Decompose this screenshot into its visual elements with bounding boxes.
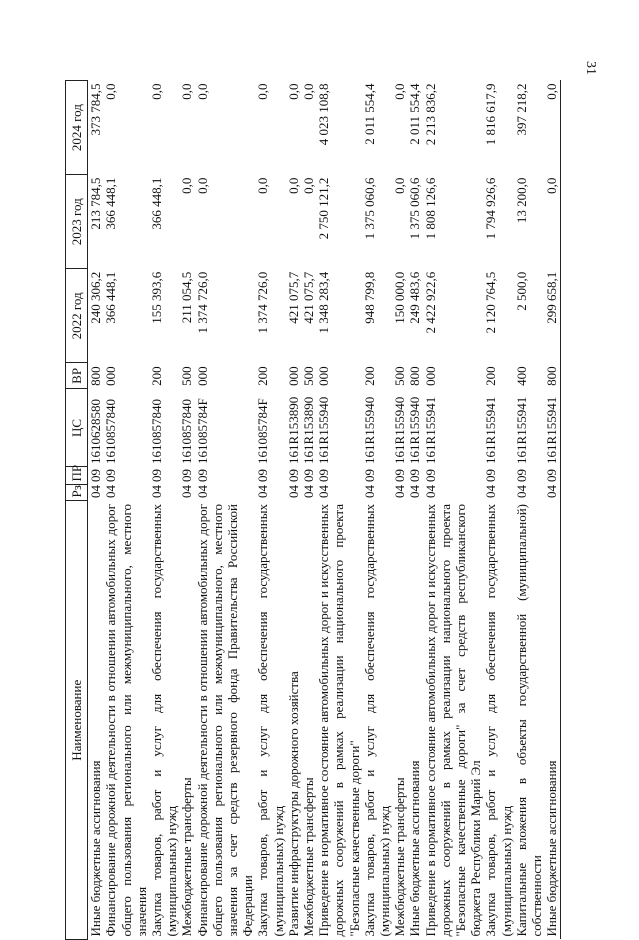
table-row <box>407 81 422 940</box>
row-name: Иные бюджетные ассигнования <box>407 760 423 937</box>
row-vr: 000 <box>285 366 301 386</box>
row-2023: 1 375 060,6 <box>361 177 377 240</box>
row-rz: 04 <box>483 485 499 498</box>
table-header-row <box>66 81 88 940</box>
table-row <box>483 81 513 940</box>
row-2023: 1 375 060,6 <box>407 177 423 240</box>
row-2024: 2 213 836,2 <box>422 83 438 146</box>
table-row <box>301 81 316 940</box>
budget-table <box>65 80 561 940</box>
row-pr: 09 <box>513 468 529 482</box>
row-vr: 200 <box>361 366 377 386</box>
row-cs: 161R155940 <box>392 396 408 464</box>
row-2023: 13 200,0 <box>513 177 529 224</box>
row-pr: 09 <box>301 468 317 482</box>
row-2022: 155 393,6 <box>149 271 165 324</box>
row-pr: 09 <box>149 468 165 482</box>
row-name: Закупка товаров, работ и услуг для обеспечения государственных (муниципальных) нужд <box>255 504 286 937</box>
row-name: Иные бюджетные ассигнования <box>88 760 104 937</box>
row-2024: 0,0 <box>392 83 408 100</box>
row-2024: 0,0 <box>194 83 210 100</box>
table-row <box>88 81 104 940</box>
row-pr: 09 <box>88 468 104 482</box>
row-vr: 800 <box>544 363 560 389</box>
row-vr: 500 <box>179 366 195 386</box>
header-cs: ЦС <box>66 389 88 467</box>
table-row <box>255 81 285 940</box>
row-name: Межбюджетные трансферты <box>392 777 408 937</box>
header-vr: ВР <box>66 363 88 389</box>
row-2022: 2 500,0 <box>513 271 529 311</box>
row-2023: 0,0 <box>285 177 301 194</box>
row-vr: 200 <box>255 366 271 386</box>
row-name: Финансирование дорожной деятельности в отношении автомобильных дорог общего пользования регионального или межмуниципального, местного значения за счет средств резервного фонда Правительства Российской Федерации <box>194 504 256 937</box>
row-2023: 0,0 <box>301 177 317 194</box>
row-name: Закупка товаров, работ и услуг для обеспечения государственных (муниципальных) нужд <box>361 504 393 937</box>
header-2023: 2023 год <box>66 175 88 269</box>
row-name: Закупка товаров, работ и услуг для обеспечения государственных (муниципальных) нужд <box>149 504 180 937</box>
row-2024: 0,0 <box>301 83 317 100</box>
row-cs: 1610857840 <box>179 398 195 464</box>
row-2022: 421 075,7 <box>285 271 301 324</box>
row-cs: 161085784F <box>194 398 210 464</box>
rotated-budget-table <box>65 80 639 940</box>
row-2023: 0,0 <box>179 177 195 194</box>
row-name: Развитие инфраструктуры дорожного хозяйства <box>285 671 301 937</box>
row-2024: 2 011 554,4 <box>361 83 377 145</box>
row-rz: 04 <box>255 485 271 498</box>
header-pr: ПР <box>66 467 88 485</box>
row-2024: 2 011 554,4 <box>407 83 423 145</box>
row-rz: 04 <box>149 485 165 498</box>
row-2022: 211 054,5 <box>179 271 195 324</box>
row-name: Приведение в нормативное состояние автомобильных дорог и искусственных дорожных сооружений в рамках реализации национального проекта "Безопасные качественные дороги" <box>316 504 362 937</box>
row-2022: 948 799,8 <box>361 271 377 324</box>
table-row <box>179 81 194 940</box>
row-name: Приведение в нормативное состояние автомобильных дорог и искусственных дорожных сооружений в рамках реализации национального проекта "Безопасные качественные дороги" за счет средств республиканского бюджета Республики Марий Эл <box>422 504 484 937</box>
row-cs: 1610857840 <box>149 398 165 464</box>
table-row <box>103 81 149 940</box>
row-pr: 09 <box>392 468 408 482</box>
row-rz: 04 <box>285 485 301 498</box>
row-2022: 299 658,1 <box>544 269 560 363</box>
row-rz: 04 <box>194 485 210 498</box>
row-2022: 1 348 283,4 <box>316 271 332 334</box>
row-cs: 161R155940 <box>407 396 423 464</box>
row-vr: 500 <box>301 366 317 386</box>
header-2024: 2024 год <box>66 81 88 175</box>
row-vr: 500 <box>392 366 408 386</box>
row-name: Закупка товаров, работ и услуг для обеспечения государственных (муниципальных) нужд <box>483 504 514 937</box>
row-pr: 09 <box>361 468 377 482</box>
row-cs: 161R155941 <box>544 389 560 467</box>
row-pr: 09 <box>179 468 195 482</box>
table-row <box>316 81 362 940</box>
row-2023: 0,0 <box>194 177 210 194</box>
row-vr: 400 <box>513 366 529 386</box>
row-name: Иные бюджетные ассигнования <box>544 501 560 940</box>
table-row <box>392 81 407 940</box>
row-vr: 000 <box>103 366 119 386</box>
row-vr: 000 <box>316 366 332 386</box>
table-row <box>544 81 560 940</box>
row-vr: 200 <box>149 366 165 386</box>
row-pr: 09 <box>103 468 119 482</box>
row-2023: 366 448,1 <box>103 177 119 230</box>
header-rz: Рз <box>66 485 88 501</box>
row-rz: 04 <box>513 485 529 498</box>
row-2022: 366 448,1 <box>103 271 119 324</box>
table-body <box>88 81 560 940</box>
row-2024: 0,0 <box>179 83 195 100</box>
row-2024: 397 218,2 <box>513 83 529 136</box>
table-row <box>149 81 179 940</box>
header-2022: 2022 год <box>66 269 88 363</box>
row-pr: 09 <box>194 468 210 482</box>
table-row <box>514 81 544 940</box>
row-2023: 2 750 121,2 <box>316 177 332 240</box>
row-pr: 09 <box>483 468 499 482</box>
row-rz: 04 <box>392 485 408 498</box>
row-2024: 0,0 <box>255 83 271 100</box>
row-name: Межбюджетные трансферты <box>301 777 317 937</box>
row-cs: 161R155941 <box>513 396 529 464</box>
row-2022: 249 483,6 <box>407 271 423 324</box>
row-cs: 161R155941 <box>422 396 438 464</box>
row-2022: 421 075,7 <box>301 271 317 324</box>
table-row <box>362 81 392 940</box>
row-pr: 09 <box>544 467 560 485</box>
row-2023: 0,0 <box>255 177 271 194</box>
row-2024: 0,0 <box>149 83 165 100</box>
row-2023: 0,0 <box>544 175 560 269</box>
row-cs: 161R155940 <box>316 396 332 464</box>
row-vr: 000 <box>422 366 438 386</box>
row-cs: 161R155940 <box>361 396 377 464</box>
row-name: Межбюджетные трансферты <box>179 777 195 937</box>
table-row <box>195 81 256 940</box>
row-cs: 161085784F <box>255 398 271 464</box>
row-rz: 04 <box>407 485 423 498</box>
row-rz: 04 <box>179 485 195 498</box>
row-pr: 09 <box>316 468 332 482</box>
table-row <box>423 81 484 940</box>
row-2024: 0,0 <box>285 83 301 100</box>
row-pr: 09 <box>422 468 438 482</box>
row-pr: 09 <box>285 468 301 482</box>
row-name: Финансирование дорожной деятельности в отношении автомобильных дорог общего пользования регионального или межмуниципального, местного значения <box>103 504 149 937</box>
row-2022: 2 422 922,6 <box>422 271 438 334</box>
row-name: Капитальные вложения в объекты государственной (муниципальной) собственности <box>513 504 545 937</box>
row-2023: 213 784,5 <box>88 177 104 230</box>
row-2024: 4 023 108,8 <box>316 83 332 146</box>
row-2022: 240 306,2 <box>88 271 104 324</box>
row-rz: 04 <box>422 485 438 498</box>
row-2024: 0,0 <box>544 81 560 175</box>
row-2024: 373 784,5 <box>88 83 104 136</box>
row-rz: 04 <box>361 485 377 498</box>
row-2022: 2 120 764,5 <box>483 271 499 334</box>
row-2022: 1 374 726,0 <box>255 271 271 334</box>
row-pr: 09 <box>407 468 423 482</box>
row-2022: 150 000,0 <box>392 271 408 324</box>
row-2023: 366 448,1 <box>149 177 165 230</box>
row-rz: 04 <box>316 485 332 498</box>
header-name: Наименование <box>66 501 88 940</box>
page-number: 31 <box>583 61 598 75</box>
row-pr: 09 <box>255 468 271 482</box>
row-vr: 200 <box>483 366 499 386</box>
row-2023: 1 794 926,6 <box>483 177 499 240</box>
row-rz: 04 <box>103 485 119 498</box>
row-2023: 0,0 <box>392 177 408 194</box>
row-2023: 1 808 126,6 <box>422 177 438 240</box>
row-vr: 000 <box>194 366 210 386</box>
row-2024: 0,0 <box>103 83 119 100</box>
row-cs: 161R153890 <box>285 396 301 464</box>
row-rz: 04 <box>544 485 560 501</box>
row-vr: 800 <box>88 366 104 386</box>
row-vr: 800 <box>407 366 423 386</box>
row-rz: 04 <box>301 485 317 498</box>
row-cs: 1610857840 <box>103 398 119 464</box>
row-rz: 04 <box>88 485 104 498</box>
row-cs: 161R155941 <box>483 396 499 464</box>
row-cs: 161R153890 <box>301 396 317 464</box>
row-2024: 1 816 617,9 <box>483 83 499 146</box>
row-2022: 1 374 726,0 <box>194 271 210 334</box>
table-row <box>286 81 301 940</box>
row-cs: 1610628580 <box>88 398 104 464</box>
